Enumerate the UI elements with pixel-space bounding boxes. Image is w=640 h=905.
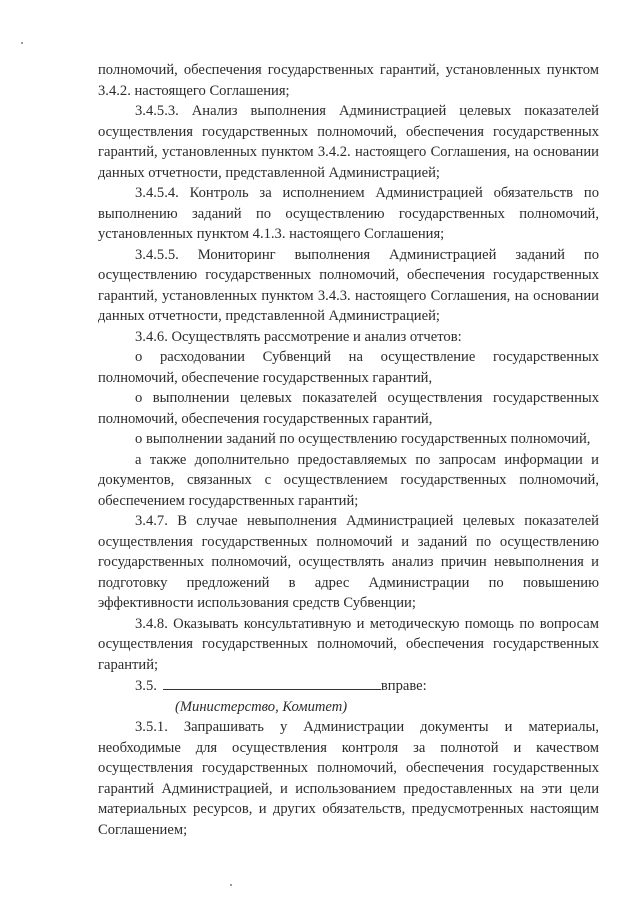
paragraph-3-4-6: 3.4.6. Осуществлять рассмотрение и анализ отчетов: [135,328,462,345]
scan-speck [230,884,232,886]
paragraph-continuation: полномочий, обеспечения государственных гарантий, установленных пунктом 3.4.2. настоящего Соглашения; [98,62,599,99]
paragraph-additional-info: а также дополнительно предоставляемых по запросам информации и документов, связанных с осуществлением государственных полномочий, обеспечением государственных гарантий; [98,451,599,509]
section-3-5-number: 3.5. [135,678,157,694]
section-3-5-line [98,675,599,697]
document-page [98,60,599,840]
paragraph-3-4-7: 3.4.7. В случае невыполнения Администрацией целевых показателей осуществления государственных полномочий и заданий по осуществлению государственных полномочий, осуществлять анализ причин невыполнения и подготовку предложений в адрес Администрации по повышению эффективности использования средств Субвенции; [98,513,599,611]
paragraph-3-4-5-4: 3.4.5.4. Контроль за исполнением Администрацией обязательств по выполнению заданий по осуществлению государственных полномочий, установленных пунктом 4.1.3. настоящего Соглашения; [98,185,599,242]
paragraph-reports-subventions: о расходовании Субвенций на осуществление государственных полномочий, обеспечение государственных гарантий, [98,349,599,386]
scan-speck [21,42,23,44]
paragraph-reports-targets: о выполнении целевых показателей осуществления государственных полномочий, обеспечения государственных гарантий, [98,390,599,427]
paragraph-3-5-1: 3.5.1. Запрашивать у Администрации документы и материалы, необходимые для осуществления контроля за полнотой и качеством осуществления государственных полномочий, обеспечения государственных гарантий Администрацией, и использованием предоставленных на эти цели материальных ресурсов, и других обязательств, предусмотренных настоящим Соглашением; [98,719,599,838]
blank-caption: (Министерство, Комитет) [175,698,348,715]
paragraph-3-4-5-3: 3.4.5.3. Анализ выполнения Администрацией целевых показателей осуществления государственных полномочий, обеспечения государственных гарантий, установленных пунктом 3.4.2. настоящего Соглашения, на основании данных отчетности, представленной Администрацией; [98,103,599,181]
section-3-5-suffix: вправе: [380,678,427,694]
paragraph-3-4-8: 3.4.8. Оказывать консультативную и методическую помощь по вопросам осуществления государственных полномочий, обеспечения государственных гарантий; [98,615,599,673]
paragraph-reports-tasks: о выполнении заданий по осуществлению государственных полномочий, [135,431,591,447]
blank-fill-line [163,675,381,690]
paragraph-3-4-5-5: 3.4.5.5. Мониторинг выполнения Администрацией заданий по осуществлению государственных полномочий, обеспечения государственных гарантий, установленных пунктом 3.4.3. настоящего Соглашения, на основании данных отчетности, представленной Администрацией; [98,246,599,324]
